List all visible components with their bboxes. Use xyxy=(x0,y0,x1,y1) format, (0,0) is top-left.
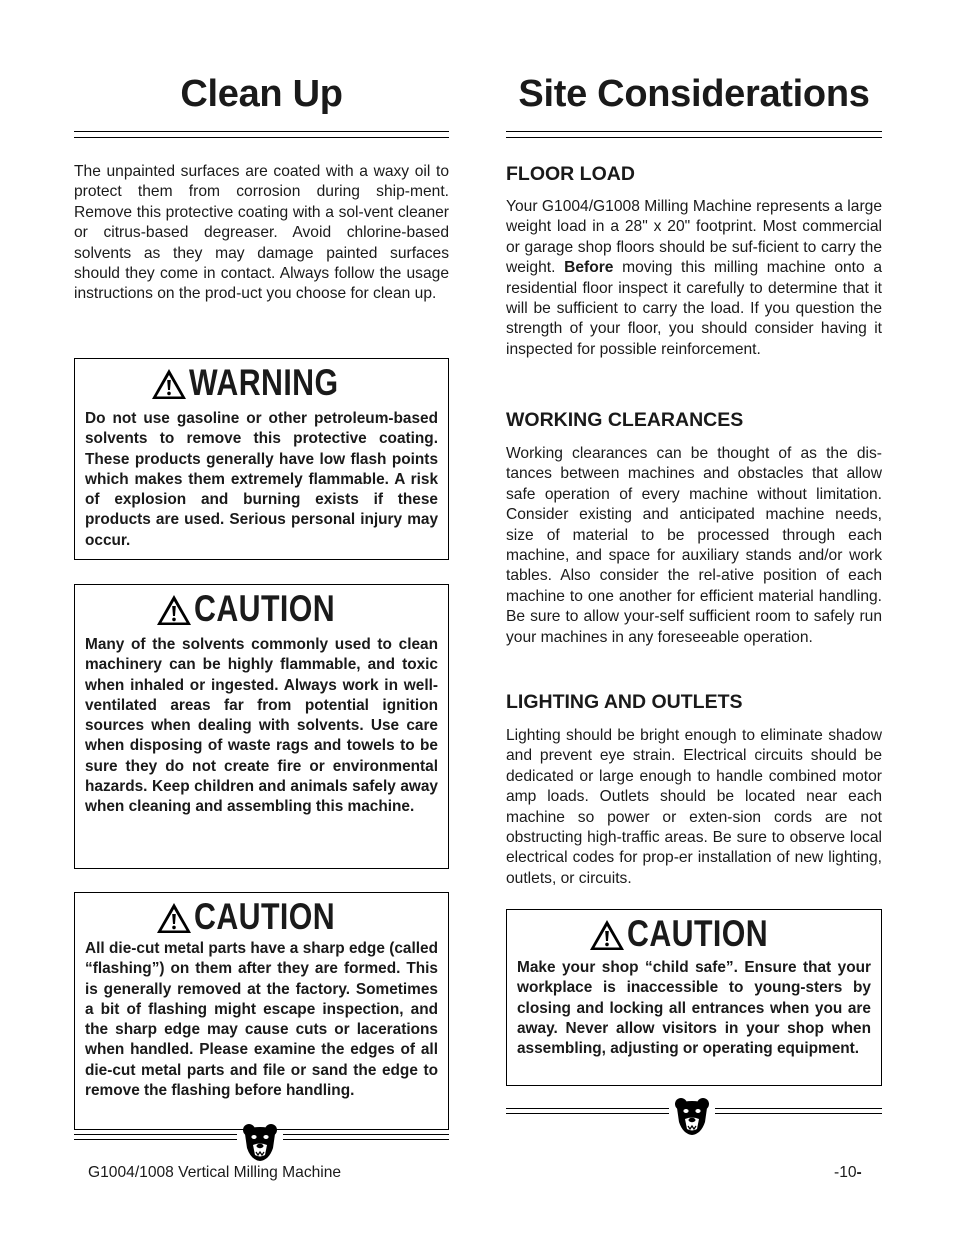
section-end-rule-left xyxy=(74,1134,237,1140)
caution-child-safe-text: Make your shop “child safe”. Ensure that your workplace is inaccessible to young-sters by closing and locking all entrances when you are away. Never allow visitors in your shop when assembling, adjusting or operating equipment. xyxy=(517,959,871,1058)
section-end-rule-right xyxy=(715,1108,882,1114)
warning-text: Do not use gasoline or other petroleum-based solvents to remove this protective coating. These products generally have low flash points which makes them extremely flammable. A risk of explosion and burning exists if these products are used. Serious personal injury may occur. xyxy=(85,410,438,549)
floor-load-heading: FLOOR LOAD xyxy=(506,163,635,185)
lighting-outlets-heading: LIGHTING AND OUTLETS xyxy=(506,691,743,713)
footer-manual-title: G1004/1008 Vertical Milling Machine xyxy=(88,1164,342,1181)
caution-label: CAUTION xyxy=(626,913,769,954)
warning-triangle-icon xyxy=(156,594,192,626)
caution-label: CAUTION xyxy=(194,588,336,629)
caution-solvents-box xyxy=(74,584,449,869)
lighting-outlets-text: Lighting should be bright enough to eliminate shadow and prevent eye strain. Electrical circuits should be dedicated or large enough to handle combined motor amp loads. Outlets should be located near each machine so power or exten-sion cords are not obstructing high-traffic areas. Be sure to observe local electrical codes for prop-er installation of new lighting, outlets, or circuits. xyxy=(506,727,882,887)
grizzly-bear-icon xyxy=(673,1096,711,1136)
floor-load-text: Your G1004/G1008 Milling Machine represents a large weight load in a 28" x 20" footprint. Most commercial or garage shop floors should be suf-ficient to carry the weight. Before moving this milling machine onto a residential floor inspect it carefully to determine that it will be sufficient to carry the load. If you question the strength of your floor, you should consider having it inspected for possible reinforcement. xyxy=(506,198,883,358)
warning-triangle-icon xyxy=(589,919,625,951)
caution-flashing-text: All die-cut metal parts have a sharp edge (called “flashing”) on them after they are formed. This is generally removed at the factory. Sometimes a bit of flashing might escape inspection, and the sharp edge may cause cuts or lacerations when handled. Please examine the edges of all die-cut metal parts and file or sand the edge to remove the flashing before handling. xyxy=(85,940,438,1100)
caution-flashing-box xyxy=(74,892,449,1130)
title-divider xyxy=(506,131,882,138)
warning-label: WARNING xyxy=(189,362,339,403)
section-end-rule-right xyxy=(283,1134,449,1140)
caution-solvents-header xyxy=(75,589,448,629)
working-clearances-text: Working clearances can be thought of as the dis-tances between machines and obstacles that allow safe operation of every machine without limitation. Consider existing and anticipated machine needs, size of material to be processed through each machine, and space for auxiliary stands and/or work tables. Also consider the rel-ative position of each machine to one another for efficient material handling. Be sure to allow your-self sufficient room to safely run your machines in any foreseeable operation. xyxy=(506,445,882,646)
warning-triangle-icon xyxy=(151,368,187,400)
warning-triangle-icon xyxy=(156,902,192,934)
caution-child-safe-header xyxy=(507,914,881,954)
site-considerations-title: Site Considerations xyxy=(518,73,870,115)
clean-up-title: Clean Up xyxy=(180,73,343,115)
footer-page-number: -10- xyxy=(834,1164,862,1181)
warning-header xyxy=(75,363,448,403)
caution-flashing-header xyxy=(75,897,448,937)
clean-up-intro: The unpainted surfaces are coated with a waxy oil to protect them from corrosion during ship-ment. Remove this protective coating with a sol-vent cleaner or citrus-based degreaser. Avoid chlorine-based solvents as they may damage painted surfaces should they come in contact. Always follow the usage instructions on the prod-uct you choose for clean up. xyxy=(74,163,449,303)
caution-label: CAUTION xyxy=(194,896,336,937)
warning-box xyxy=(74,358,449,560)
caution-child-safe-box xyxy=(506,909,882,1086)
grizzly-bear-icon xyxy=(241,1122,279,1162)
title-divider xyxy=(74,131,449,138)
section-end-rule-left xyxy=(506,1108,669,1114)
working-clearances-heading: WORKING CLEARANCES xyxy=(506,409,744,431)
caution-solvents-text: Many of the solvents commonly used to clean machinery can be highly flammable, and toxic when inhaled or ingested. Always work in well-ventilated areas far from potential ignition sources when dealing with solvents. Use care when disposing of waste rags and towels to be sure they do not create fire or environmental hazards. Keep children and animals safely away when cleaning and assembling this machine. xyxy=(85,636,438,816)
